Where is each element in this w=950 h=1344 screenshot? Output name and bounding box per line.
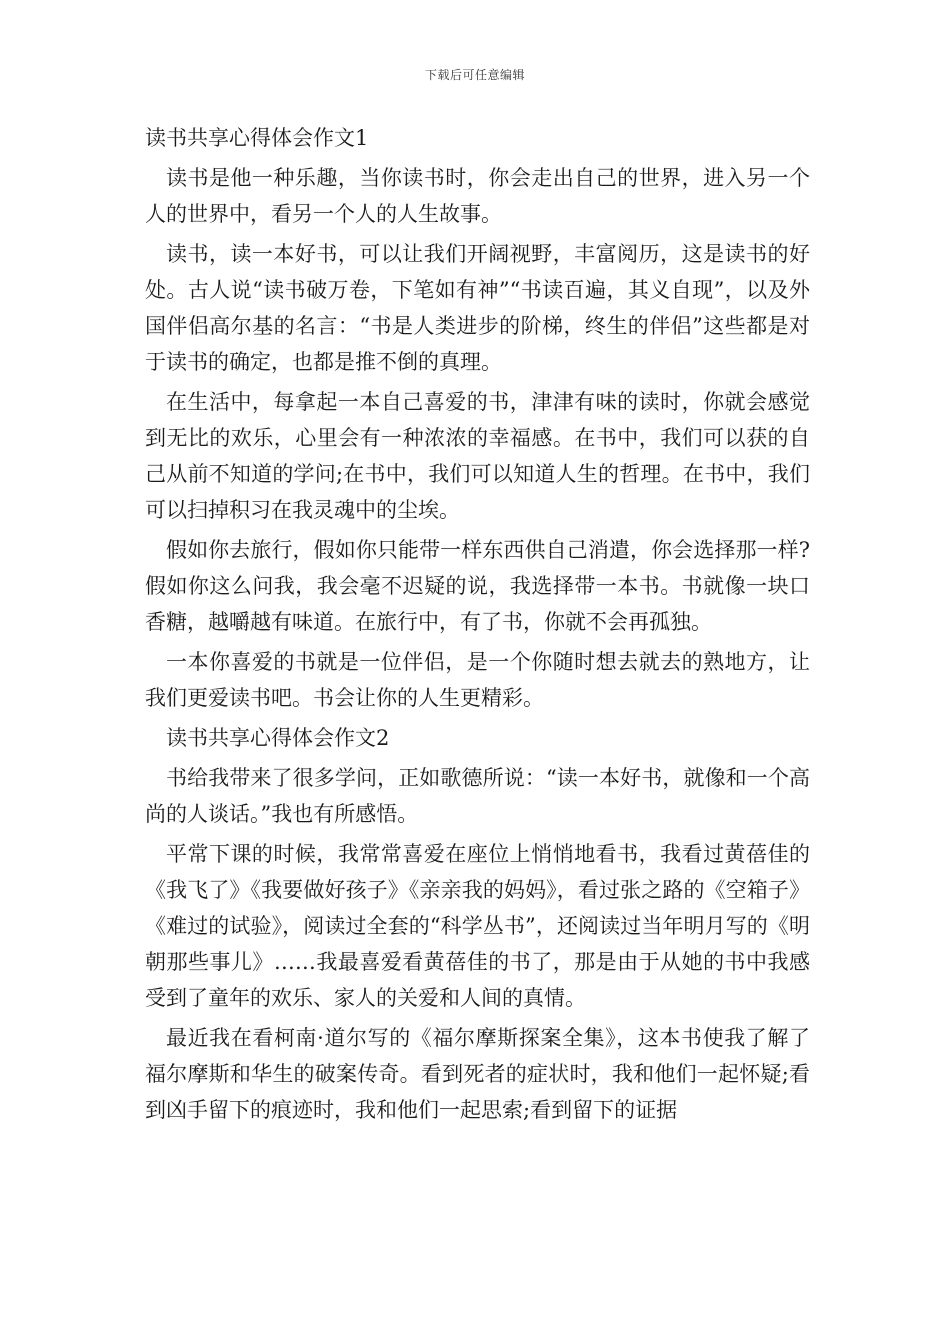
section-2-paragraph-1: 书给我带来了很多学问，正如歌德所说：“读一本好书，就像和一个高尚的人谈话。”我也有所感悟。 [145,766,810,826]
section-2-title: 读书共享心得体会作文2 [166,726,390,750]
section-2-paragraph-2: 平常下课的时候，我常常喜爱在座位上悄悄地看书，我看过黄蓓佳的《我飞了》《我要做好孩子》《亲亲我的妈妈》，看过张之路的《空箱子》《难过的试验》，阅读过全套的“科学丛书”，还阅读过当年明月写的《明朝那些事儿》……我最喜爱看黄蓓佳的书了，那是由于从她的书中我感受到了童年的欢乐、家人的关爱和人间的真情。 [145,842,810,1010]
section-1-paragraph-3: 在生活中，每拿起一本自己喜爱的书，津津有味的读时，你就会感觉到无比的欢乐，心里会有一种浓浓的幸福感。在书中，我们可以获的自己从前不知道的学问;在书中，我们可以知道人生的哲理。在书中，我们可以扫掉积习在我灵魂中的尘埃。 [145,390,810,522]
section-1-paragraph-1: 读书是他一种乐趣，当你读书时，你会走出自己的世界，进入另一个人的世界中，看另一个人的人生故事。 [145,166,810,226]
section-1-title: 读书共享心得体会作文1 [145,126,369,150]
section-1-paragraph-2: 读书，读一本好书，可以让我们开阔视野，丰富阅历，这是读书的好处。古人说“读书破万卷，下笔如有神”“书读百遍，其义自现”，以及外国伴侣高尔基的名言：“书是人类进步的阶梯，终生的伴侣”这些都是对于读书的确定，也都是推不倒的真理。 [145,242,810,374]
section-2-paragraph-3: 最近我在看柯南·道尔写的《福尔摩斯探案全集》，这本书使我了解了福尔摩斯和华生的破案传奇。看到死者的症状时，我和他们一起怀疑;看到凶手留下的痕迹时，我和他们一起思索;看到留下的证据 [145,1026,810,1122]
document-body [145,120,810,1132]
section-1-paragraph-4: 假如你去旅行，假如你只能带一样东西供自己消遣，你会选择那一样?假如你这么问我，我会毫不迟疑的说，我选择带一本书。书就像一块口香糖，越嚼越有味道。在旅行中，有了书，你就不会再孤独。 [145,538,810,634]
section-1-paragraph-5: 一本你喜爱的书就是一位伴侣，是一个你随时想去就去的熟地方，让我们更爱读书吧。书会让你的人生更精彩。 [145,650,810,710]
page-header-note: 下载后可任意编辑 [424,68,525,82]
